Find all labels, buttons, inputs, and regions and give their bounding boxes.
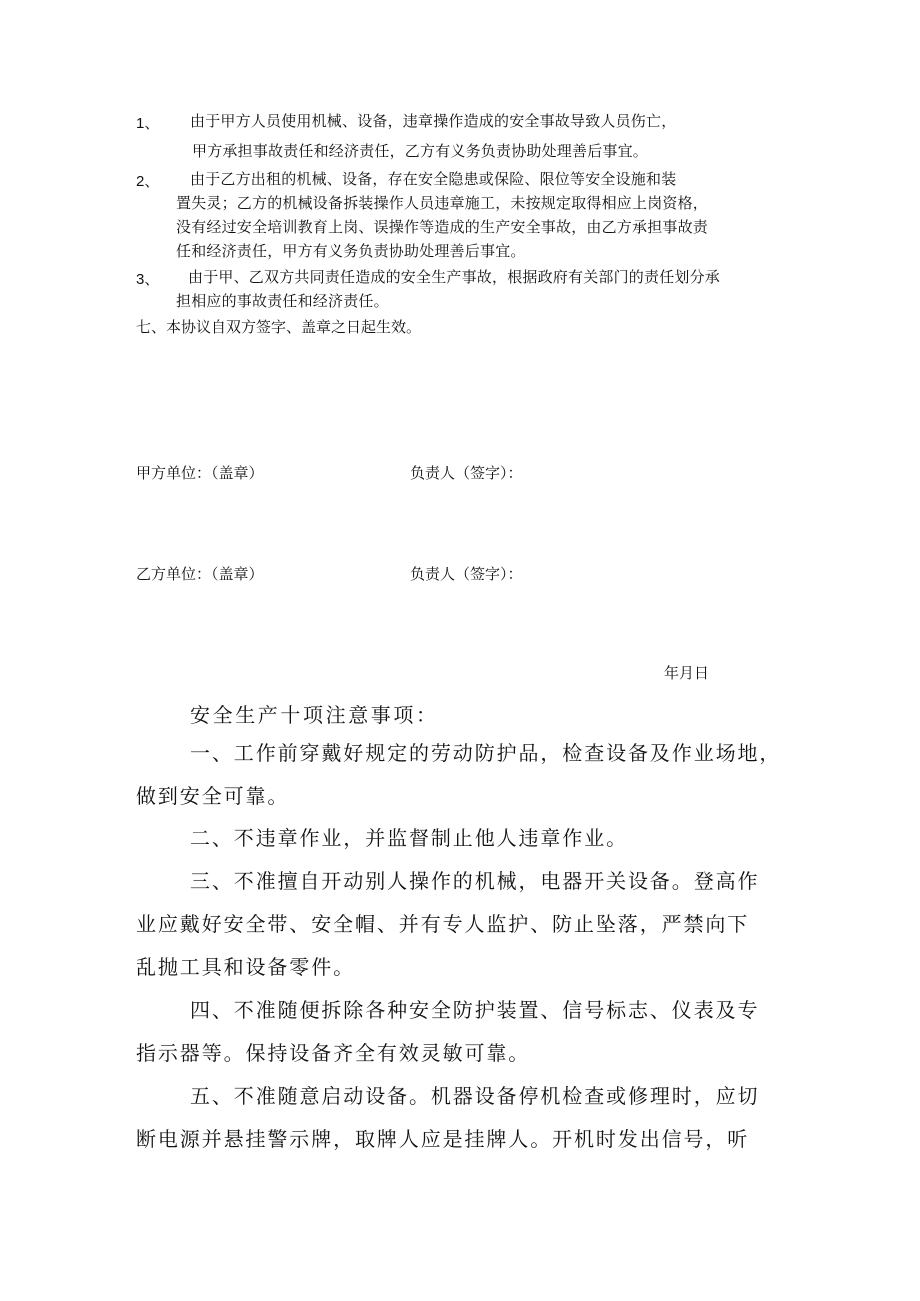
paragraph-line: 三、不准擅自开动别人操作的机械，电器开关设备。登高作 (190, 869, 760, 893)
paragraph (136, 860, 759, 989)
item-number: 3、 (136, 271, 160, 288)
paragraph-line: 一、工作前穿戴好规定的劳动防护品，检查设备及作业场地， (190, 741, 782, 765)
item-line: 由于甲、乙双方共同责任造成的安全生产事故，根据政府有关部门的责任划分承 (188, 268, 721, 286)
item-line: 由于乙方出租的机械、设备，存在安全隐患或保险、限位等安全设施和装 (190, 170, 677, 188)
paragraph-line: 指示器等。保持设备齐全有效灵敏可靠。 (136, 1041, 531, 1065)
paragraph-line: 做到安全可靠。 (136, 784, 290, 808)
paragraph-line: 业应戴好安全带、安全帽、并有专人监护、防止坠落，严禁向下 (136, 912, 750, 936)
party-b-signer: 负责人（签字）： (410, 565, 523, 583)
paragraph (136, 817, 628, 860)
paragraph (136, 1075, 759, 1161)
item-number: 2、 (136, 173, 160, 190)
item-line: 任和经济责任，甲方有义务负责协助处理善后事宜。 (176, 242, 526, 260)
paragraph-line: 乱抛工具和设备零件。 (136, 955, 355, 979)
sign-date: 年月日 (664, 664, 710, 682)
paragraph-line: 断电源并悬挂警示牌，取牌人应是挂牌人。开机时发出信号，听 (136, 1127, 750, 1151)
item-line: 由于甲方人员使用机械、设备，违章操作造成的安全事故导致人员伤亡， (190, 112, 677, 130)
paragraph-line: 五、不准随意启动设备。机器设备停机检查或修理时，应切 (190, 1084, 760, 1108)
party-a-signer: 负责人（签字）： (410, 464, 523, 482)
paragraph-line: 四、不准随便拆除各种安全防护装置、信号标志、仪表及专 (190, 998, 760, 1022)
paragraph-line: 二、不违章作业，并监督制止他人违章作业。 (190, 826, 628, 850)
item-number: 1、 (136, 115, 160, 132)
paragraph (136, 732, 781, 818)
item-line: 甲方承担事故责任和经济责任，乙方有义务负责协助处理善后事宜。 (192, 142, 649, 160)
section-title: 安全生产十项注意事项： (190, 703, 439, 727)
party-a-unit: 甲方单位：（盖章） (136, 464, 264, 482)
item-line: 没有经过安全培训教育上岗、误操作等造成的生产安全事故，由乙方承担事故责 (176, 218, 709, 236)
party-b-unit: 乙方单位：（盖章） (136, 565, 264, 583)
clause-seven: 七、本协议自双方签字、盖章之日起生效。 (136, 318, 422, 336)
item-line: 置失灵；乙方的机械设备拆装操作人员违章施工，未按规定取得相应上岗资格， (176, 194, 709, 212)
paragraph (136, 989, 759, 1075)
item-line: 担相应的事故责任和经济责任。 (176, 292, 389, 310)
